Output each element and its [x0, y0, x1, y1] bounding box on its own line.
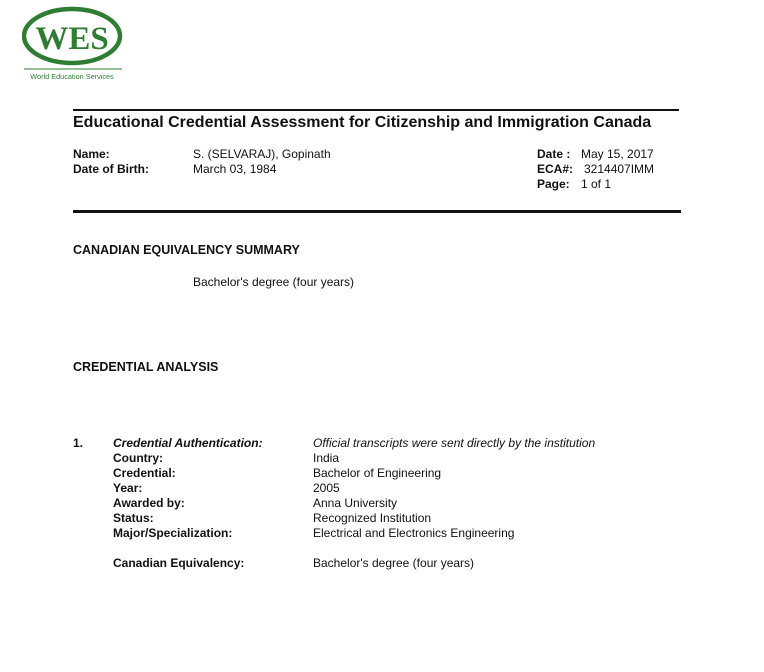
logo-org-name: World Education Services — [30, 72, 114, 81]
header-bottom-rule — [73, 210, 681, 213]
dob-value: March 03, 1984 — [193, 162, 277, 176]
page-value: 1 of 1 — [581, 177, 612, 191]
eca-value: 3214407IMM — [584, 162, 655, 176]
wes-logo — [22, 6, 126, 82]
summary-text: Bachelor's degree (four years) — [193, 275, 355, 289]
date-value: May 15, 2017 — [581, 147, 654, 161]
authentication-value: Official transcripts were sent directly by the institution — [313, 436, 596, 450]
canadian-equivalency-label: Canadian Equivalency: — [113, 556, 245, 570]
date-label: Date : — [537, 147, 571, 161]
name-label: Name: — [73, 147, 110, 161]
major-value: Electrical and Electronics Engineering — [313, 526, 515, 540]
awarded-by-value: Anna University — [313, 496, 398, 510]
status-value: Recognized Institution — [313, 511, 432, 525]
country-value: India — [313, 451, 340, 465]
title-top-rule — [73, 109, 679, 111]
major-label: Major/Specialization: — [113, 526, 233, 540]
year-label: Year: — [113, 481, 143, 495]
wes-logo-graphic — [22, 6, 126, 82]
logo-letters: WES — [35, 21, 109, 57]
credential-number: 1. — [73, 436, 84, 450]
credential-value: Bachelor of Engineering — [313, 466, 442, 480]
authentication-label: Credential Authentication: — [113, 436, 263, 450]
canadian-equivalency-value: Bachelor's degree (four years) — [313, 556, 475, 570]
summary-heading: CANADIAN EQUIVALENCY SUMMARY — [73, 243, 300, 257]
eca-label: ECA#: — [537, 162, 574, 176]
status-label: Status: — [113, 511, 154, 525]
page-label: Page: — [537, 177, 570, 191]
country-label: Country: — [113, 451, 163, 465]
analysis-heading: CREDENTIAL ANALYSIS — [73, 360, 219, 374]
year-value: 2005 — [313, 481, 340, 495]
document-title: Educational Credential Assessment for Citizenship and Immigration Canada — [73, 114, 652, 131]
credential-label: Credential: — [113, 466, 176, 480]
awarded-by-label: Awarded by: — [113, 496, 185, 510]
dob-label: Date of Birth: — [73, 162, 149, 176]
name-value: S. (SELVARAJ), Gopinath — [193, 147, 331, 161]
